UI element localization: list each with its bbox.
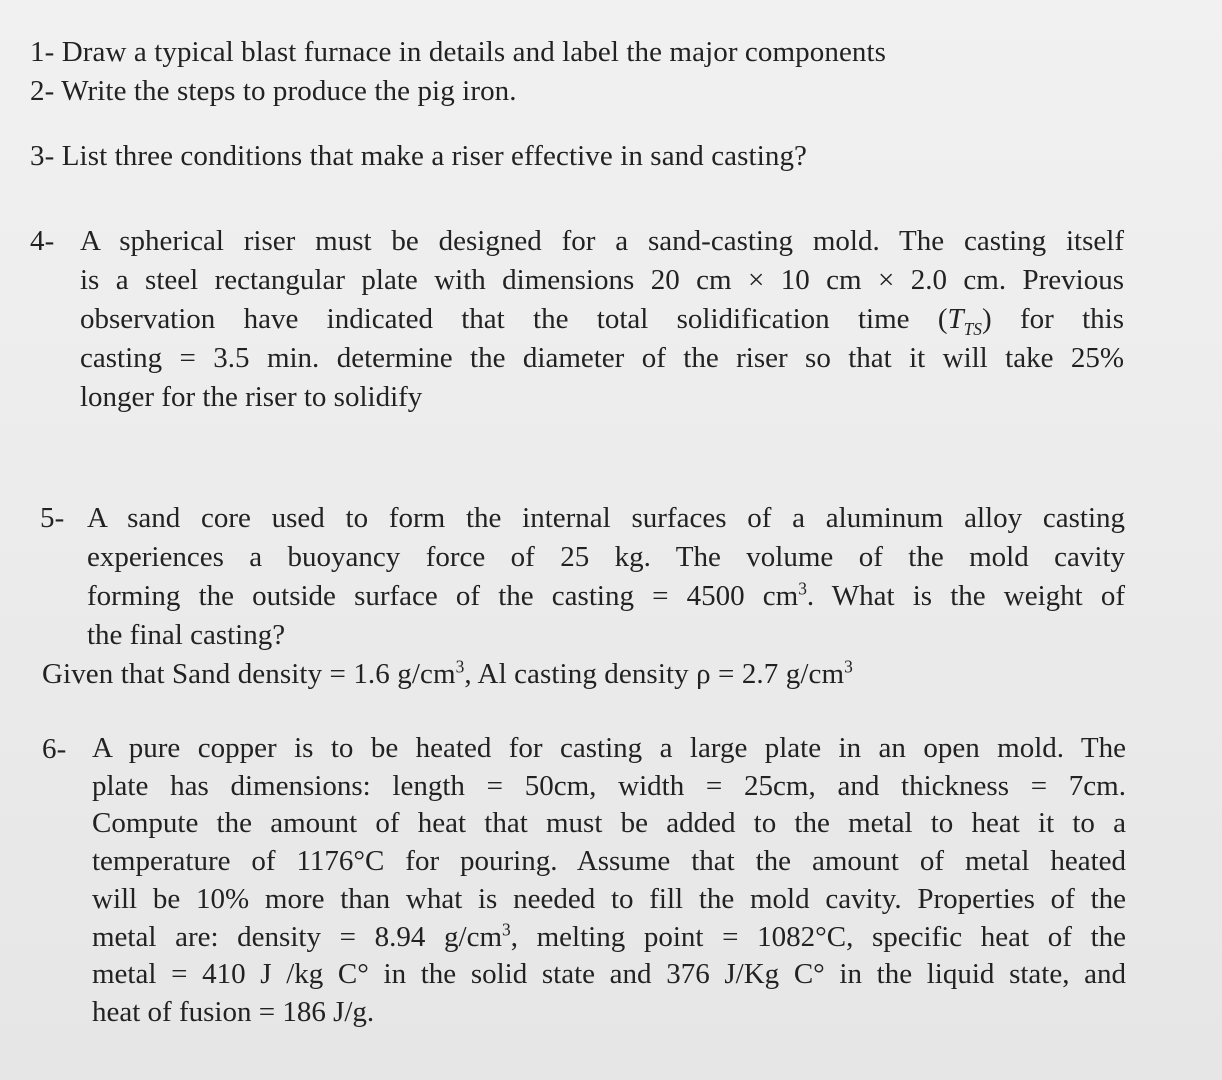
question-number: 5- <box>40 502 65 534</box>
question-line: casting = 3.5 min. determine the diameter of the riser so that it will take 25% <box>80 342 1124 374</box>
question-line: Compute the amount of heat that must be added to the metal to heat it to a <box>92 807 1126 840</box>
question-line: temperature of 1176°C for pouring. Assume that the amount of metal heated <box>92 845 1126 878</box>
question-line: experiences a buoyancy force of 25 kg. The volume of the mold cavity <box>87 541 1125 573</box>
question-text: List three conditions that make a riser effective in sand casting? <box>61 140 808 172</box>
question-3 <box>30 137 807 177</box>
question-text: Draw a typical blast furnace in details and label the major components <box>61 36 887 68</box>
question-line: heat of fusion = 186 J/g. <box>92 995 375 1028</box>
question-text: Write the steps to produce the pig iron. <box>61 75 517 107</box>
question-line: observation have indicated that the total solidification time $(T_{TS})$ for this <box>80 303 1124 339</box>
question-number: 4- <box>30 225 55 257</box>
question-1 <box>30 33 886 73</box>
question-number: 2- <box>30 75 55 107</box>
question-line: is a steel rectangular plate with dimensions 20 cm × 10 cm × 2.0 cm. Previous <box>80 264 1124 296</box>
question-line: metal = 410 J /kg C° in the solid state and 376 J/Kg C° in the liquid state, and <box>92 958 1126 991</box>
question-line: will be 10% more than what is needed to fill the mold cavity. Properties of the <box>92 882 1126 915</box>
question-line: forming the outside surface of the casting = 4500 $cm^3$. What is the weight of <box>87 578 1126 612</box>
question-line: A pure copper is to be heated for casting a large plate in an open mold. The <box>92 732 1126 764</box>
question-2 <box>30 72 517 112</box>
question-number: 6- <box>42 733 67 765</box>
question-line: A spherical riser must be designed for a sand-casting mold. The casting itself <box>80 225 1124 257</box>
question-line: metal are: density = 8.94 $g/cm^3$, melting point = 1082°C, specific heat of the <box>92 918 1126 953</box>
solidification-time-symbol: $T_{TS}$ <box>947 303 982 339</box>
question-number: 1- <box>30 36 55 68</box>
question-5-body <box>87 499 1125 655</box>
question-number: 3- <box>30 140 55 172</box>
question-line: the final casting? <box>87 619 286 651</box>
given-values: Given that Sand density = 1.6 $g/cm^3$, Al casting density ρ = 2.7 $g/cm^3$ <box>42 656 853 690</box>
question-4-body <box>80 222 1124 417</box>
question-line: longer for the riser to solidify <box>80 381 423 413</box>
question-line: plate has dimensions: length = 50cm, width = 25cm, and thickness = 7cm. <box>92 769 1126 802</box>
question-line: A sand core used to form the internal surfaces of a aluminum alloy casting <box>87 502 1125 534</box>
question-6-body <box>92 730 1126 1032</box>
